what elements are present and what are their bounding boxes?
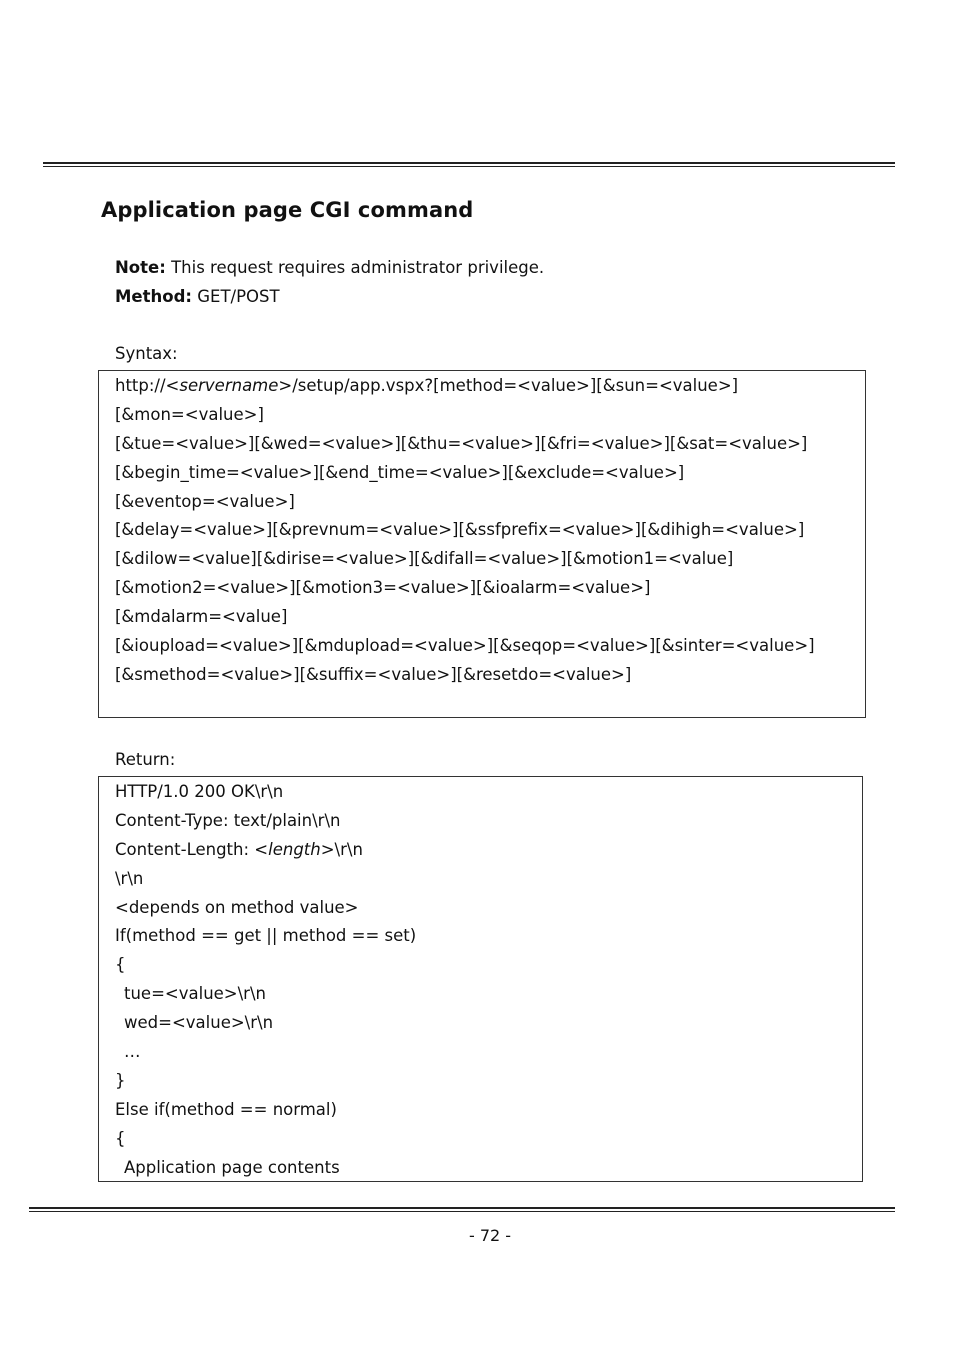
syntax-line: [&motion2=<value>][&motion3=<value>][&ioalarm=<value>] bbox=[115, 578, 651, 598]
syntax-line: http://<servername>/setup/app.vspx?[method=<value>][&sun=<value>] bbox=[115, 376, 739, 395]
note-line bbox=[115, 258, 544, 277]
return-line: wed=<value>\r\n bbox=[124, 1013, 274, 1033]
return-line: tue=<value>\r\n bbox=[124, 984, 266, 1004]
method-line bbox=[115, 287, 280, 306]
return-line: HTTP/1.0 200 OK\r\n bbox=[115, 782, 284, 801]
return-line: Content-Type: text/plain\r\n bbox=[115, 810, 341, 830]
return-line: } bbox=[115, 1070, 126, 1090]
syntax-line: [&ioupload=<value>][&mdupload=<value>][&seqop=<value>][&sinter=<value>] bbox=[115, 636, 815, 656]
section-title: Application page CGI command bbox=[101, 198, 474, 222]
return-line: … bbox=[124, 1042, 141, 1062]
syntax-line: [&tue=<value>][&wed=<value>][&thu=<value>][&fri=<value>][&sat=<value>] bbox=[115, 433, 808, 453]
syntax-line: [&mon=<value>] bbox=[115, 404, 264, 424]
page-number: - 72 - bbox=[468, 1226, 512, 1245]
syntax-box bbox=[98, 370, 866, 718]
note-label: Note: bbox=[115, 258, 166, 277]
return-line: If(method == get || method == set) bbox=[115, 926, 417, 946]
syntax-line: [&smethod=<value>][&suffix=<value>][&resetdo=<value>] bbox=[115, 664, 632, 684]
return-line: \r\n bbox=[115, 868, 144, 888]
return-line: Else if(method == normal) bbox=[115, 1099, 337, 1119]
return-line: Application page contents bbox=[124, 1157, 340, 1177]
top-rule bbox=[43, 162, 895, 167]
syntax-label: Syntax: bbox=[115, 344, 178, 363]
return-line: { bbox=[115, 955, 126, 975]
return-line: { bbox=[115, 1128, 126, 1148]
return-box bbox=[98, 776, 863, 1182]
syntax-line: [&delay=<value>][&prevnum=<value>][&ssfprefix=<value>][&dihigh=<value>] bbox=[115, 520, 805, 540]
syntax-line: [&mdalarm=<value] bbox=[115, 607, 288, 627]
syntax-line: [&eventop=<value>] bbox=[115, 491, 295, 511]
bottom-rule bbox=[29, 1207, 895, 1212]
return-line: <depends on method value> bbox=[115, 897, 359, 917]
return-label: Return: bbox=[115, 750, 176, 769]
syntax-line: [&begin_time=<value>][&end_time=<value>][&exclude=<value>] bbox=[115, 462, 685, 482]
method-text: GET/POST bbox=[192, 287, 280, 306]
note-text: This request requires administrator privilege. bbox=[165, 258, 545, 277]
return-line: Content-Length: <length>\r\n bbox=[115, 839, 363, 859]
syntax-line: [&dilow=<value][&dirise=<value>][&difall=<value>][&motion1=<value] bbox=[115, 549, 734, 569]
method-label: Method: bbox=[115, 287, 192, 306]
